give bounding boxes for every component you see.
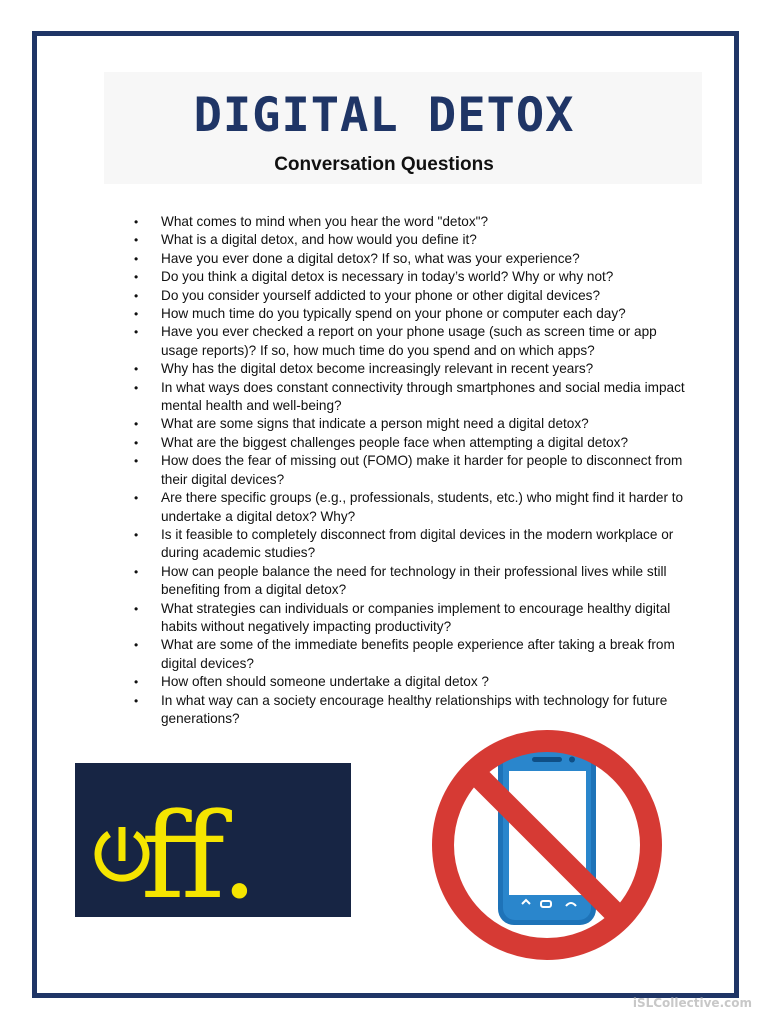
question-item [131, 213, 691, 231]
question-text: Do you consider yourself addicted to your phone or other digital devices? [161, 287, 601, 303]
question-text: How can people balance the need for technology in their professional lives while still benefiting from a digital detox? [161, 563, 667, 598]
question-text: What is a digital detox, and how would you define it? [161, 232, 477, 248]
question-text: Have you ever checked a report on your phone usage (such as screen time or app usage reports)? If so, how much time do you spend and on which apps? [161, 324, 657, 358]
bullet-marker: • [134, 215, 139, 229]
bullet-marker: • [134, 527, 139, 542]
bullet-marker: • [134, 288, 139, 303]
bullet-marker: • [134, 693, 139, 708]
bullet-marker: • [134, 564, 139, 579]
question-text: Do you think a digital detox is necessary in today’s world? Why or why not? [161, 269, 614, 285]
no-phone-icon [414, 730, 684, 970]
question-text: What are some of the immediate benefits people experience after taking a break from digital devices? [161, 637, 675, 671]
question-text: Are there specific groups (e.g., professionals, students, etc.) who might find it harder to undertake a digital detox? Why? [161, 490, 684, 524]
watermark: iSLCollective.com [632, 996, 752, 1010]
question-item [131, 434, 691, 452]
bullet-marker: • [134, 325, 139, 340]
question-item [131, 636, 691, 673]
bullet-marker: • [134, 675, 139, 690]
bullet-marker: • [134, 233, 139, 248]
question-item [131, 250, 691, 268]
question-item [131, 379, 691, 416]
bullet-marker: • [134, 380, 139, 395]
question-item [131, 600, 691, 637]
question-text: What are some signs that indicate a person might need a digital detox? [161, 416, 589, 432]
question-item [131, 287, 691, 305]
question-text: What are the biggest challenges people face when attempting a digital detox? [161, 434, 629, 450]
no-phone-sign [414, 730, 684, 970]
question-item [131, 489, 691, 526]
question-item [131, 323, 691, 360]
question-item [131, 231, 691, 249]
question-item [131, 360, 691, 378]
bullet-marker: • [134, 454, 139, 469]
question-item [131, 268, 691, 286]
bullet-marker: • [134, 417, 139, 432]
bullet-marker: • [134, 435, 139, 450]
power-icon [75, 763, 351, 917]
bullet-marker: • [134, 601, 139, 616]
question-text: Why has the digital detox become increasingly relevant in recent years? [161, 361, 594, 377]
off-logo-text: ff. [141, 787, 259, 917]
bullet-marker: • [134, 251, 139, 266]
question-item [131, 526, 691, 563]
page-title: DIGITAL DETOX [193, 88, 575, 143]
question-item [131, 305, 691, 323]
bullet-marker: • [134, 270, 139, 285]
question-text: In what way can a society encourage healthy relationships with technology for future generations? [161, 692, 668, 726]
bullet-marker: • [134, 307, 139, 322]
page-subtitle: Conversation Questions [274, 154, 494, 175]
question-text: How much time do you typically spend on your phone or computer each day? [161, 306, 626, 322]
question-text: How does the fear of missing out (FOMO) make it harder for people to disconnect from their digital devices? [161, 453, 683, 487]
question-text: Have you ever done a digital detox? If so, what was your experience? [161, 250, 580, 266]
off-logo [75, 763, 351, 917]
question-item [131, 563, 691, 600]
question-text: Is it feasible to completely disconnect from digital devices in the modern workplace or during academic studies? [161, 526, 674, 561]
question-text: What comes to mind when you hear the word "detox"? [161, 214, 489, 229]
question-text: What strategies can individuals or companies implement to encourage healthy digital habits without negatively impacting productivity? [161, 600, 671, 634]
question-text: In what ways does constant connectivity through smartphones and social media impact mental health and well-being? [161, 379, 685, 414]
question-item [131, 692, 691, 729]
bullet-marker: • [134, 638, 139, 653]
question-item [131, 673, 691, 691]
question-item [131, 415, 691, 433]
bullet-marker: • [134, 491, 139, 506]
question-item [131, 452, 691, 489]
question-list [131, 213, 691, 728]
bullet-marker: • [134, 362, 139, 377]
question-text: How often should someone undertake a digital detox ? [161, 674, 489, 690]
